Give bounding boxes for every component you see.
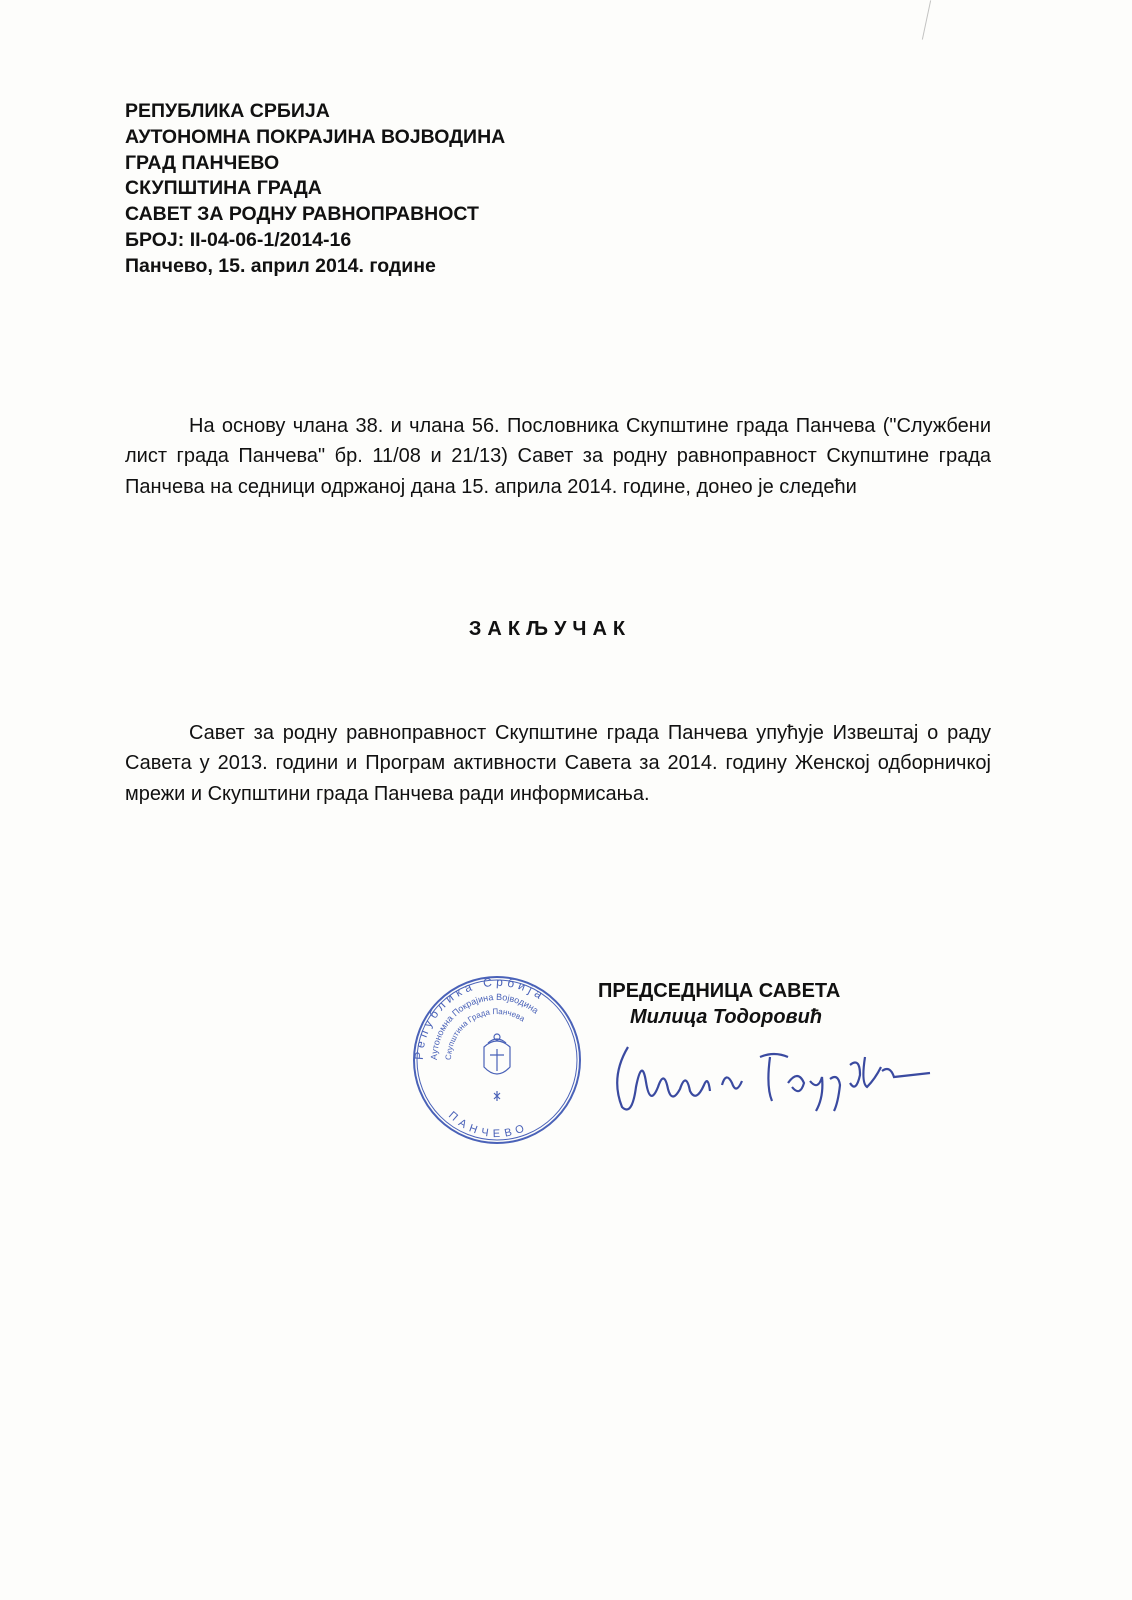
scan-artifact: [922, 0, 931, 39]
document-header: [125, 99, 505, 280]
header-line-city: ГРАД ПАНЧЕВО: [125, 151, 280, 174]
svg-text:ПАНЧЕВО: [446, 1109, 531, 1140]
stamp-middle-text: Аутономна Покрајина Војводина: [428, 991, 541, 1061]
coat-of-arms-icon: [484, 1034, 510, 1101]
preamble-paragraph: На основу члана 38. и члана 56. Пословника Скупштине града Панчева ("Службени лист града Панчева" бр. 11/08 и 21/13) Савет за родну равноправност Скупштине града Панчева на седници одржаној дана 15. априла 2014. године, донео је следећи: [125, 415, 991, 498]
header-line-assembly: СКУПШТИНА ГРАДА: [125, 177, 322, 200]
header-line-council: САВЕТ ЗА РОДНУ РАВНОПРАВНОСТ: [125, 203, 479, 226]
header-line-republic: РЕПУБЛИКА СРБИЈА: [125, 100, 330, 122]
header-line-province: АУТОНОМНА ПОКРАЈИНА ВОЈВОДИНА: [125, 125, 506, 148]
handwritten-signature: [610, 1035, 950, 1125]
conclusion-paragraph: Савет за родну равноправност Скупштине града Панчева упућује Извештај о раду Савета у 2013. години и Програм активности Савета за 2014. годину Женској одборничкој мрежи и Скупштини града Панчева ради информисања.: [125, 722, 991, 805]
header-line-number: БРОЈ: II-04-06-1/2014-16: [125, 228, 352, 251]
stamp-inner-text: Скупштина Града Панчева: [443, 1006, 527, 1061]
signatory-name: Милица Тодоровић: [630, 1006, 823, 1028]
official-stamp: [412, 975, 582, 1145]
signatory-role: ПРЕДСЕДНИЦА САВЕТА: [598, 980, 841, 1002]
document-title: ЗАКЉУЧАК: [468, 618, 632, 640]
stamp-outer-text: Република Србија: [412, 975, 549, 1061]
stamp-bottom-text: ПАНЧЕВО: [445, 1109, 531, 1141]
header-line-date: Панчево, 15. април 2014. године: [125, 254, 436, 277]
